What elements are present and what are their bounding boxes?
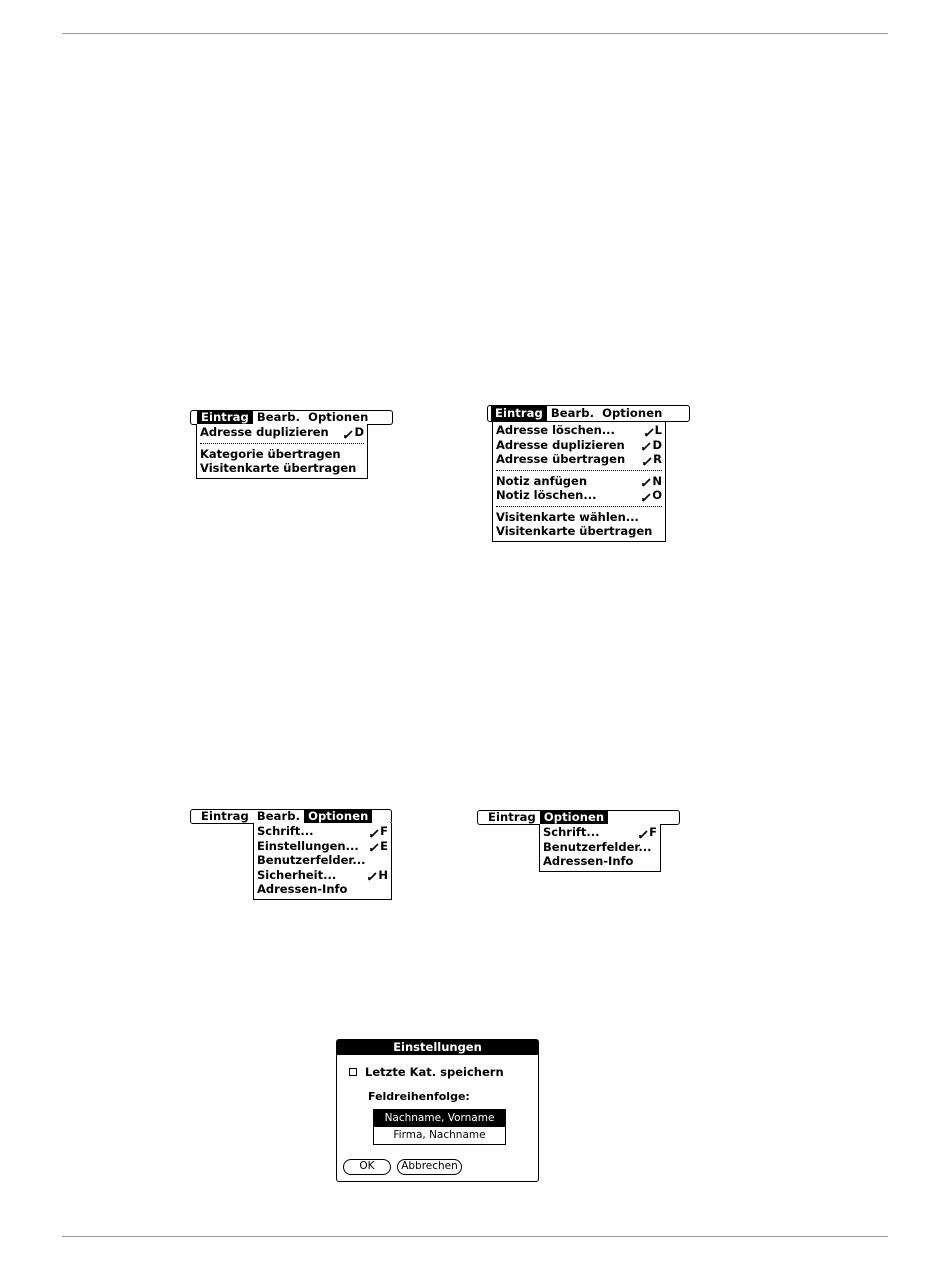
list-option-nachname-vorname[interactable]: Nachname, Vorname xyxy=(374,1110,505,1127)
menu-item-adresse-duplizieren[interactable] xyxy=(200,425,364,440)
header-rule xyxy=(62,33,888,34)
menu-title-bearb[interactable]: Bearb. xyxy=(256,809,301,823)
menu-item-label: Visitenkarte übertragen xyxy=(200,461,357,475)
menu-item-shortcut: F xyxy=(380,824,388,838)
footer-rule xyxy=(62,1236,888,1237)
menu-title-eintrag[interactable]: Eintrag xyxy=(491,406,547,421)
menu-item-shortcut: D xyxy=(652,437,662,452)
menu-item-shortcut: L xyxy=(654,423,662,437)
menu-item-visitenkarte-uebertragen[interactable] xyxy=(200,461,364,476)
menu-bar-3 xyxy=(190,809,392,824)
command-stroke-icon xyxy=(370,827,379,836)
command-stroke-icon xyxy=(642,440,651,449)
menu-item-label: Visitenkarte übertragen xyxy=(496,524,653,538)
menu-title-optionen[interactable]: Optionen xyxy=(308,410,369,424)
settings-dialog xyxy=(336,1039,539,1182)
menu-bar-1 xyxy=(190,410,393,425)
field-order-label: Feldreihenfolge: xyxy=(368,1090,470,1103)
menu-item-visitenkarte-waehlen[interactable] xyxy=(496,510,662,525)
menu-item-label: Notiz löschen... xyxy=(496,488,597,502)
menu-item-label: Adressen-Info xyxy=(543,854,634,868)
menu-eintrag-dropdown-2 xyxy=(492,422,666,542)
command-stroke-icon xyxy=(643,455,652,464)
menu-item-label: Schrift... xyxy=(257,824,314,838)
menu-item-shortcut: F xyxy=(649,825,657,839)
list-option-firma-nachname[interactable]: Firma, Nachname xyxy=(393,1129,486,1141)
menu-title-optionen[interactable]: Optionen xyxy=(304,810,372,823)
menu-item-shortcut: O xyxy=(652,488,662,502)
menu-item-shortcut: D xyxy=(354,425,364,439)
menu-item-label: Adresse duplizieren xyxy=(496,437,625,452)
menu-item-label: Kategorie übertragen xyxy=(200,446,341,461)
command-stroke-icon xyxy=(344,428,353,437)
menu-item-benutzerfelder[interactable] xyxy=(543,840,657,855)
menu-item-label: Schrift... xyxy=(543,825,600,839)
command-stroke-icon xyxy=(642,476,651,485)
menu-item-shortcut: H xyxy=(378,867,388,882)
menu-separator xyxy=(496,506,662,507)
menu-item-benutzerfelder[interactable] xyxy=(257,853,388,868)
command-stroke-icon xyxy=(642,491,651,500)
command-stroke-icon xyxy=(368,870,377,879)
menu-item-notiz-anfuegen[interactable] xyxy=(496,474,662,489)
menu-item-adresse-loeschen[interactable] xyxy=(496,423,662,438)
menu-item-visitenkarte-uebertragen[interactable] xyxy=(496,524,662,539)
letzte-kat-checkbox-row[interactable] xyxy=(349,1065,504,1079)
menu-item-adresse-uebertragen[interactable] xyxy=(496,452,662,467)
checkbox[interactable] xyxy=(349,1068,357,1076)
menu-separator xyxy=(496,470,662,471)
menu-title-eintrag[interactable]: Eintrag xyxy=(488,810,536,824)
menu-item-adressen-info[interactable] xyxy=(543,854,657,869)
checkbox-label: Letzte Kat. speichern xyxy=(365,1065,504,1079)
menu-item-label: Adressen-Info xyxy=(257,882,348,896)
menu-title-eintrag[interactable]: Eintrag xyxy=(201,809,249,823)
menu-title-optionen[interactable]: Optionen xyxy=(540,811,608,824)
menu-item-schrift[interactable] xyxy=(543,825,657,840)
menu-item-label: Adresse duplizieren xyxy=(200,425,329,439)
menu-title-bearb[interactable]: Bearb. xyxy=(550,406,595,420)
menu-item-shortcut: N xyxy=(652,473,662,488)
menu-item-label: Notiz anfügen xyxy=(496,473,588,488)
menu-item-shortcut: R xyxy=(653,452,662,466)
menu-optionen-dropdown-2 xyxy=(539,824,661,872)
menu-item-label: Sicherheit... xyxy=(257,867,337,882)
ok-button[interactable]: OK xyxy=(343,1159,391,1175)
menu-optionen-dropdown-1 xyxy=(253,823,392,900)
command-stroke-icon xyxy=(639,828,648,837)
menu-item-einstellungen[interactable] xyxy=(257,839,388,854)
menu-item-label: Einstellungen... xyxy=(257,838,359,853)
menu-bar-2 xyxy=(487,405,690,422)
command-stroke-icon xyxy=(645,426,654,435)
menu-item-label: Benutzerfelder... xyxy=(543,839,652,854)
menu-eintrag-dropdown-1 xyxy=(196,424,368,479)
menu-bar-4 xyxy=(477,810,680,825)
menu-item-shortcut: E xyxy=(380,838,388,853)
menu-item-label: Benutzerfelder... xyxy=(257,853,366,867)
menu-item-notiz-loeschen[interactable] xyxy=(496,488,662,503)
menu-item-label: Visitenkarte wählen... xyxy=(496,509,639,524)
menu-separator xyxy=(200,443,364,444)
menu-item-adresse-duplizieren[interactable] xyxy=(496,438,662,453)
cancel-button[interactable]: Abbrechen xyxy=(397,1159,462,1175)
menu-item-schrift[interactable] xyxy=(257,824,388,839)
menu-title-bearb[interactable]: Bearb. xyxy=(256,410,301,424)
command-stroke-icon xyxy=(370,841,379,850)
menu-item-label: Adresse löschen... xyxy=(496,423,615,437)
field-order-list xyxy=(373,1109,506,1145)
menu-item-label: Adresse übertragen xyxy=(496,452,626,466)
menu-title-optionen[interactable]: Optionen xyxy=(602,406,663,420)
dialog-title: Einstellungen xyxy=(337,1040,538,1055)
menu-item-sicherheit[interactable] xyxy=(257,868,388,883)
menu-title-eintrag[interactable]: Eintrag xyxy=(197,411,253,424)
menu-item-adressen-info[interactable] xyxy=(257,882,388,897)
menu-item-kategorie-uebertragen[interactable] xyxy=(200,447,364,462)
